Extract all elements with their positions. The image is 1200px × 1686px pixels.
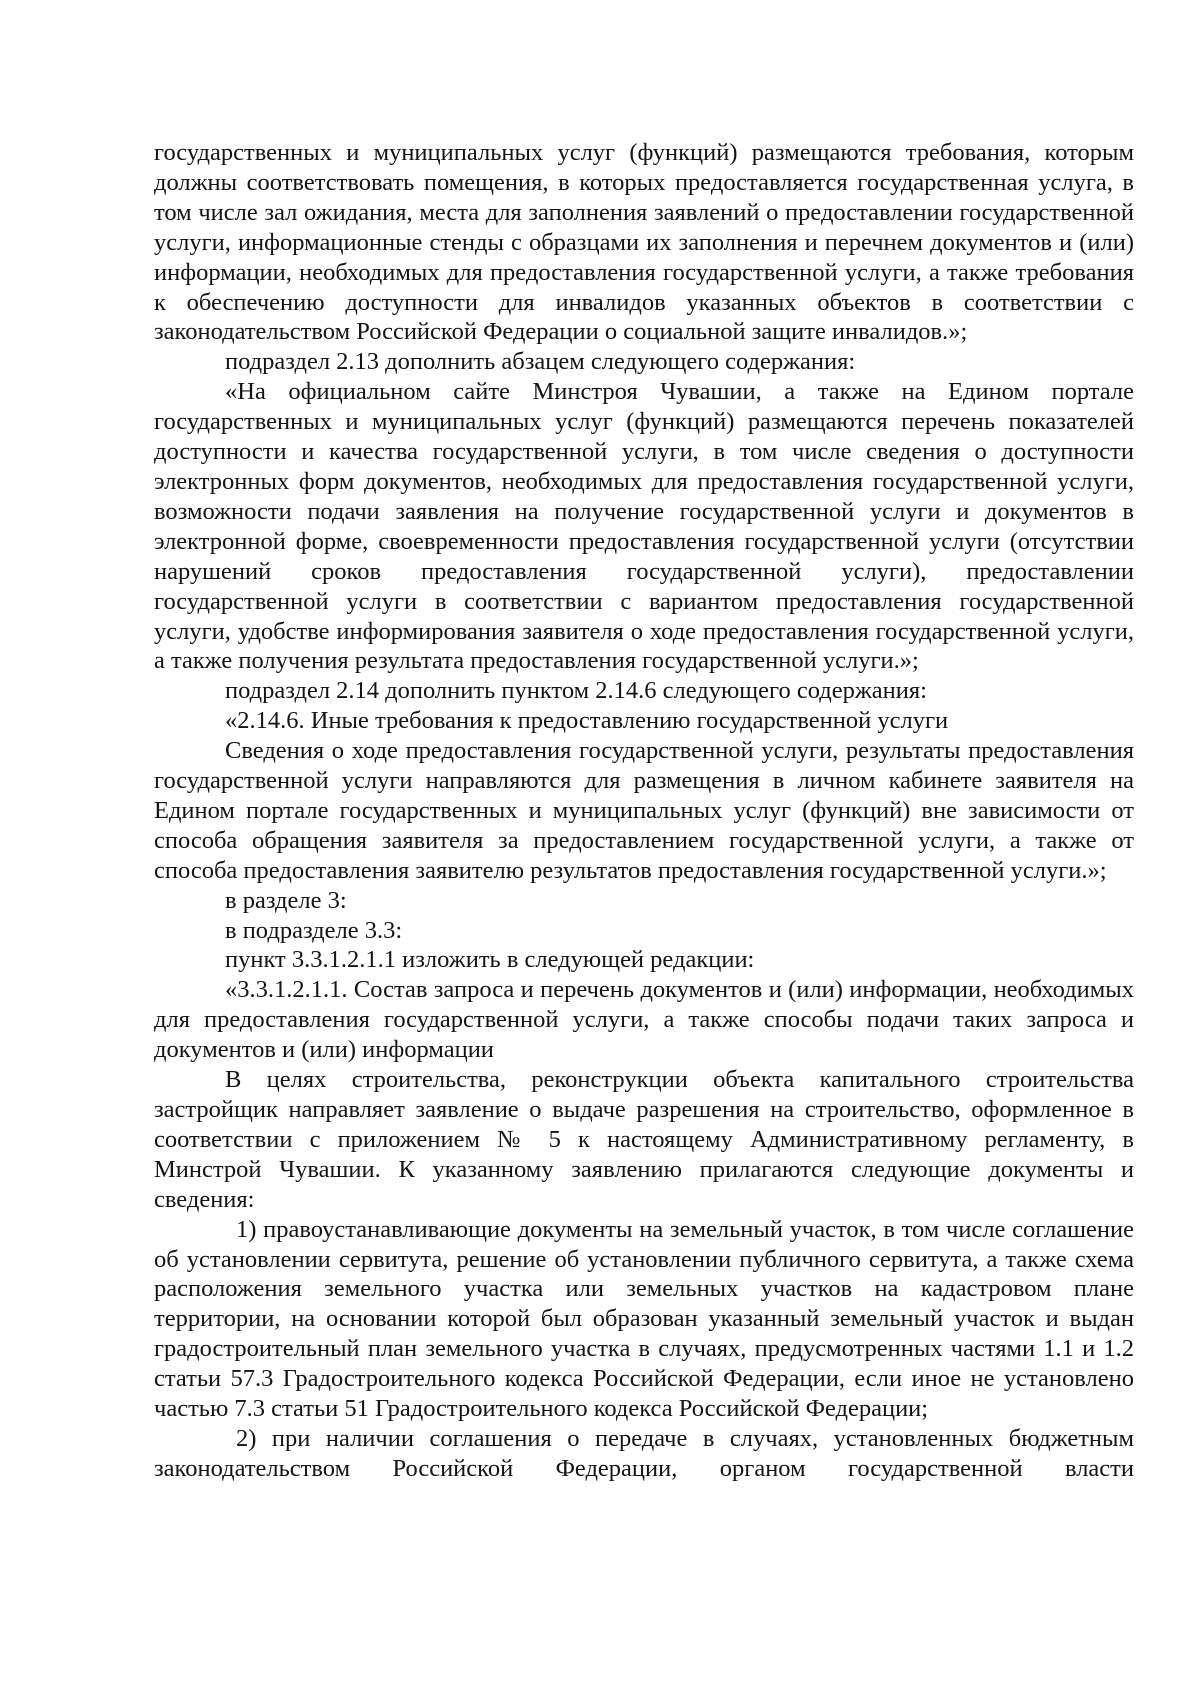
paragraph-requirements-premises: государственных и муниципальных услуг (функций) размещаются требования, которым должны соответствовать помещения, в которых предоставляется государственная услуга, в том числе зал ожидания, места для заполнения заявлений о предоставлении государственной услуги, информационные стенды с образцами их заполнения и перечнем документов и (или) информации, необходимых для предоставления государственной услуги, а также требования к обеспечению доступности для инвалидов указанных объектов в соответствии с законодательством Российской Федерации о социальной защите инвалидов.»; [154, 139, 1134, 346]
list-item-agreement-transfer: 2) при наличии соглашения о передаче в случаях, установленных бюджетным законодательством Российской Федерации, органом государственной власти [154, 1424, 1134, 1482]
paragraph-service-progress-info: Сведения о ходе предоставления государственной услуги, результаты предоставления государственной услуги направляются для размещения в личном кабинете заявителя на Едином портале государственных и муниципальных услуг (функций) вне зависимости от способа обращения заявителя за предоставлением государственной услуги, а также от способа предоставления заявителю результатов предоставления государственной услуги.»; [154, 737, 1134, 884]
paragraph-accessibility-indicators: «На официальном сайте Минстроя Чувашии, а также на Едином портале государственных и муниципальных услуг (функций) размещаются перечень показателей доступности и качества государственной услуги, в том числе сведения о доступности электронных форм документов, необходимых для предоставления государственной услуги, возможности подачи заявления на получение государственной услуги и документов в электронной форме, своевременности предоставления государственной услуги (отсутствии нарушений сроков предоставления государственной услуги), предоставлении государственной услуги в соответствии с вариантом предоставления государственной услуги, удобстве информирования заявителя о ходе предоставления государственной услуги, а также получения результата предоставления государственной услуги.»; [154, 378, 1134, 675]
paragraph-subsection-3-3: в подразделе 3.3: [225, 916, 403, 944]
paragraph-subsection-2-14: подраздел 2.14 дополнить пунктом 2.14.6 следующего содержания: [225, 677, 927, 705]
paragraph-section-3: в разделе 3: [225, 886, 347, 914]
paragraph-construction-application: В целях строительства, реконструкции объекта капитального строительства застройщик направляет заявление о выдаче разрешения на строительство, оформленное в соответствии с приложением № 5 к настоящему Административному регламенту, в Минстрой Чувашии. К указанному заявлению прилагаются следующие документы и сведения: [154, 1066, 1134, 1213]
list-item-title-documents: 1) правоустанавливающие документы на земельный участок, в том числе соглашение об установлении сервитута, решение об установлении публичного сервитута, а также схема расположения земельного участка или земельных участков на кадастровом плане территории, на основании которой был образован указанный земельный участок и выдан градостроительный план земельного участка в случаях, предусмотренных частями 1.1 и 1.2 статьи 57.3 Градостроительного кодекса Российской Федерации, если иное не установлено частью 7.3 статьи 51 Градостроительного кодекса Российской Федерации; [154, 1215, 1134, 1423]
paragraph-subsection-2-13: подраздел 2.13 дополнить абзацем следующего содержания: [225, 348, 856, 376]
paragraph-request-composition: «3.3.1.2.1.1. Состав запроса и перечень документов и (или) информации, необходимых для предоставления государственной услуги, а также способы подачи таких запроса и документов и (или) информации [154, 976, 1134, 1064]
document-page [154, 138, 1134, 1484]
paragraph-item-3-3-1-2-1-1: пункт 3.3.1.2.1.1 изложить в следующей редакции: [225, 946, 755, 974]
paragraph-2-14-6-heading: «2.14.6. Иные требования к предоставлению государственной услуги [225, 707, 949, 735]
